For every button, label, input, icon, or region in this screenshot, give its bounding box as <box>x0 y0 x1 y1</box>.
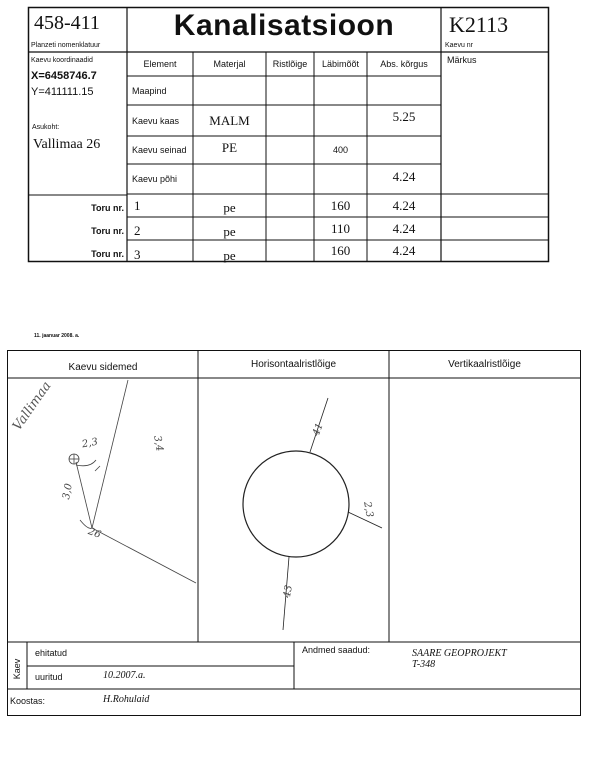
pipe-number: 2 <box>134 222 141 238</box>
author-label: Koostas: <box>10 696 46 706</box>
pipe-label: Toru nr. <box>91 203 124 213</box>
pipe-material: pe <box>223 247 236 263</box>
distance-note: 3,4 <box>151 434 165 453</box>
form-grid <box>0 0 594 330</box>
table-cell-height: 5.25 <box>392 109 416 124</box>
connection-sketch <box>69 380 196 583</box>
print-date: 11. jaanuar 2008. a. <box>34 333 80 339</box>
pipe-height: 4.24 <box>392 197 416 213</box>
pipe-angle-note: 41 <box>311 421 326 438</box>
column-header-material: Materjal <box>213 59 246 69</box>
data-source-label: Andmed saadud: <box>302 645 371 655</box>
remarks-label: Märkus <box>447 55 477 65</box>
column-header-height: Abs. kõrgus <box>380 59 428 69</box>
well-number-label: Kaevu nr <box>445 42 474 49</box>
table-cell-material: PE <box>221 140 238 155</box>
table-row-element: Kaevu põhi <box>132 174 178 184</box>
pipe-material: pe <box>223 223 236 239</box>
table-row-element: Kaevu seinad <box>132 145 187 155</box>
table-cell-material: MALM <box>209 112 250 128</box>
column-title-vertical-section: Vertikaalristlõige <box>448 359 521 370</box>
coordinate-x: X=6458746.7 <box>31 70 97 82</box>
coordinates-label: Kaevu koordinaadid <box>31 57 93 64</box>
pipe-height: 4.24 <box>392 220 416 236</box>
pipe-diameter: 110 <box>330 220 351 236</box>
pipe-material: pe <box>223 199 236 215</box>
pipe-angle-note: 2,3 <box>361 500 375 519</box>
column-header-diameter: Läbimõõt <box>321 59 360 69</box>
page-title: Kanalisatsioon <box>173 9 395 42</box>
location-value: Vallimaa 26 <box>33 137 101 152</box>
pipe-label: Toru nr. <box>91 249 124 259</box>
pipe-number: 3 <box>134 246 141 262</box>
column-header-section: Ristlõige <box>272 59 308 69</box>
well-number: K2113 <box>449 12 509 37</box>
pipe-diameter: 160 <box>330 197 351 213</box>
map-sheet-label: Planzeti nomenklatuur <box>31 42 101 49</box>
built-label: ehitatud <box>35 648 68 658</box>
pipe-number: 1 <box>134 197 141 213</box>
table-cell-height: 4.24 <box>392 169 416 184</box>
street-note: Vallimaa <box>10 378 55 434</box>
distance-note: 3,0 <box>61 482 75 501</box>
table-row-element: Kaevu kaas <box>132 115 180 126</box>
column-header-element: Element <box>143 59 177 69</box>
map-sheet-number: 458-411 <box>34 12 100 34</box>
location-label: Asukoht: <box>32 124 60 131</box>
data-source-reference: T-348 <box>412 659 436 670</box>
pipe-label: Toru nr. <box>91 226 124 236</box>
pipe-angle-note: 43 <box>281 584 295 599</box>
coordinate-y: Y=411111.15 <box>31 86 94 98</box>
distance-note: 2,3 <box>81 436 99 451</box>
well-side-label: Kaev <box>12 658 22 680</box>
pipe-height: 4.24 <box>392 243 416 258</box>
data-source-value: SAARE GEOPROJEKT <box>412 648 507 659</box>
surveyed-label: uuritud <box>35 672 63 682</box>
column-title-horizontal-section: Horisontaalristlõige <box>250 359 337 370</box>
column-title-connections: Kaevu sidemed <box>68 362 138 373</box>
table-row-element: Maapind <box>132 85 167 96</box>
distance-note: 26 <box>86 526 103 541</box>
table-cell-diameter: 400 <box>332 145 349 155</box>
author-value: H.Rohulaid <box>103 694 150 705</box>
surveyed-value: 10.2007.a. <box>103 670 146 681</box>
pipe-diameter: 160 <box>330 243 351 258</box>
